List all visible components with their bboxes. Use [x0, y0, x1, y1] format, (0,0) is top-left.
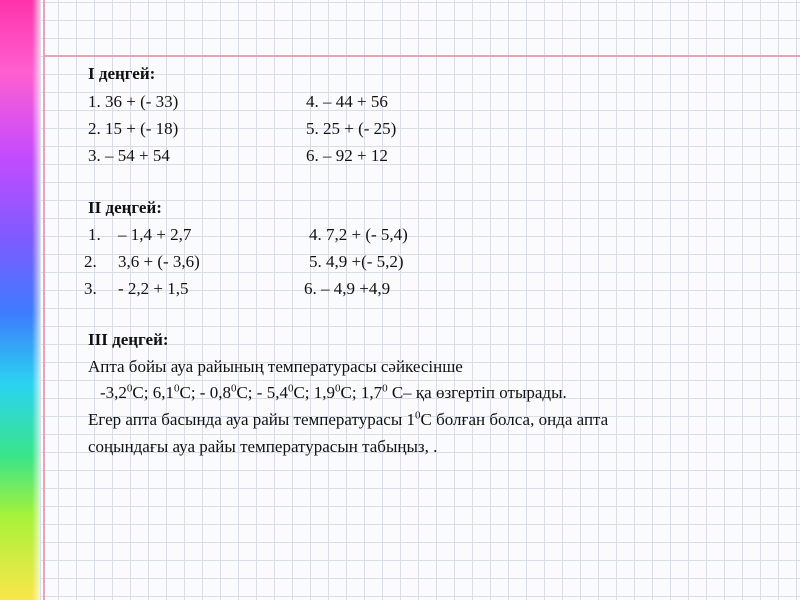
level2-marker-1: 1.: [88, 225, 101, 244]
level3-problem-line3: Егер апта басында ауа райы температурасы $1^0C$ болған болса, онда апта: [88, 409, 609, 429]
level1-item-5: 5. 25 + (- 25): [306, 119, 397, 138]
level3-temperatures-line: $-3,2^0C$; $6,1^0C$; - $0,8^0C$; - $5,4^0C$; $1,9^0C$; $1,7^0$ C– қа өзгертіп отырады.: [100, 382, 567, 402]
level1-item-3: 3. – 54 + 54: [88, 146, 170, 165]
level1-item-6: 6. – 92 + 12: [306, 146, 388, 165]
level2-item-6: 6. – 4,9 +4,9: [304, 279, 391, 298]
level1-heading: I деңгей:: [88, 64, 156, 83]
level1-item-1: 1. 36 + (- 33): [88, 92, 179, 111]
level2-item-3: - 2,2 + 1,5: [118, 279, 189, 298]
level2-marker-2: 2.: [84, 252, 97, 271]
level1-item-4: 4. – 44 + 56: [306, 92, 388, 111]
level2-marker-3: 3.: [84, 279, 97, 298]
level3-problem-line1: Апта бойы ауа райының температурасы сәйкесінше: [88, 357, 463, 376]
level3-problem-line4: соңындағы ауа райы температурасын табыңыз, .: [88, 437, 438, 456]
level2-item-2: 3,6 + (- 3,6): [118, 252, 200, 271]
level2-item-1: – 1,4 + 2,7: [118, 225, 192, 244]
level2-heading: II деңгей:: [88, 198, 162, 217]
level2-item-4: 4. 7,2 + (- 5,4): [309, 225, 408, 244]
level1-item-2: 2. 15 + (- 18): [88, 119, 179, 138]
level3-heading: III деңгей:: [88, 330, 169, 349]
level2-item-5: 5. 4,9 +(- 5,2): [309, 252, 404, 271]
